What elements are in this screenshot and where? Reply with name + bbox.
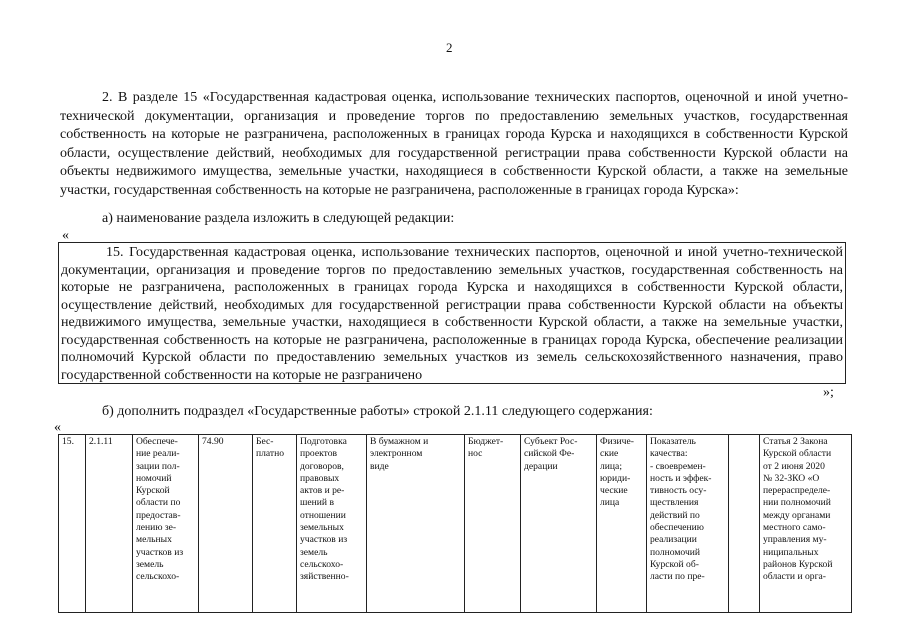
cell-empty [729,435,760,613]
cell-consumers: Физиче- ские лица; юриди- ческие лица [597,435,647,613]
cell-legal-basis: Статья 2 Закона Курской области от 2 июня 2020 № 32-ЗКО «О перераспределе- нии полномочий между органами местного само- управления му- ниципальных районов Курской области и орга- [760,435,852,613]
table-row [59,435,852,613]
opening-quote-2: « [54,420,61,435]
cell-service-name: Обеспече- ние реали- зации пол- номочий Курской области по предостав- лению зе- мельных участков из земель сельскохо- [133,435,199,613]
section-2-intro: 2. В разделе 15 «Государственная кадастровая оценка, использование технических паспортов, оценочной и иной учетно-технической документации, организация и проведение торгов по предоставлению земельных участков, государственная собственность на которые не разграничена, расположенных в границах города Курска и находящихся в собственности Курской области, осуществление действий, необходимых для государственной регистрации права собственности Курской области на объекты недвижимого имущества, земельные участки, находящиеся в собственности Курской области, а также на земельные участки, государственная собственность на которые не разграничена, расположенные в границах города Курска»: [60,90,848,198]
cell-payment: Бес- платно [253,435,297,613]
item-b-text: б) дополнить подраздел «Государственные работы» строкой 2.1.11 следующего содержания: [102,404,653,419]
new-section-title: 15. Государственная кадастровая оценка, использование технических паспортов, оценочной и иной учетно-технической документации, организация и проведение торгов по предоставлению земельных участков, государственная собственность на которые не разграничена, расположенных в границах города Курска и находящихся в собственности Курской области, осуществление действий, необходимых для государственной регистрации права собственности Курской области на объекты недвижимого имущества, земельные участки, находящиеся в собственности Курской области, а также на земельные участки, государственная собственность на которые не разграничена, расположенные в границах города Курска, обеспечение реализации полномочий Курской области по предоставлению земельных участков из земель сельскохозяйственного назначения, право государственной собственности на которые не разграничено [61,245,843,383]
closing-quote: »; [823,385,834,400]
cell-content: Подготовка проектов договоров, правовых актов и ре- шений в отношении земельных участков из земель сельскохо- зяйственно- [297,435,367,613]
cell-institution-type: Бюджет- нос [465,435,521,613]
new-section-title-box [58,242,846,384]
cell-level: Субъект Рос- сийской Фе- дерации [521,435,597,613]
cell-section-number: 15. [59,435,86,613]
cell-quality-indicator: Показатель качества: - своевремен- ность и эффек- тивность осу- ществления действий по обеспечению реализации полномочий Курской об- ласти по пре- [647,435,729,613]
page-number: 2 [446,40,453,55]
cell-okved-code: 74.90 [199,435,253,613]
item-a-text: а) наименование раздела изложить в следующей редакции: [102,211,455,226]
opening-quote: « [62,228,69,243]
cell-form: В бумажном и электронном виде [367,435,465,613]
services-table [58,434,852,613]
cell-row-code: 2.1.11 [86,435,133,613]
